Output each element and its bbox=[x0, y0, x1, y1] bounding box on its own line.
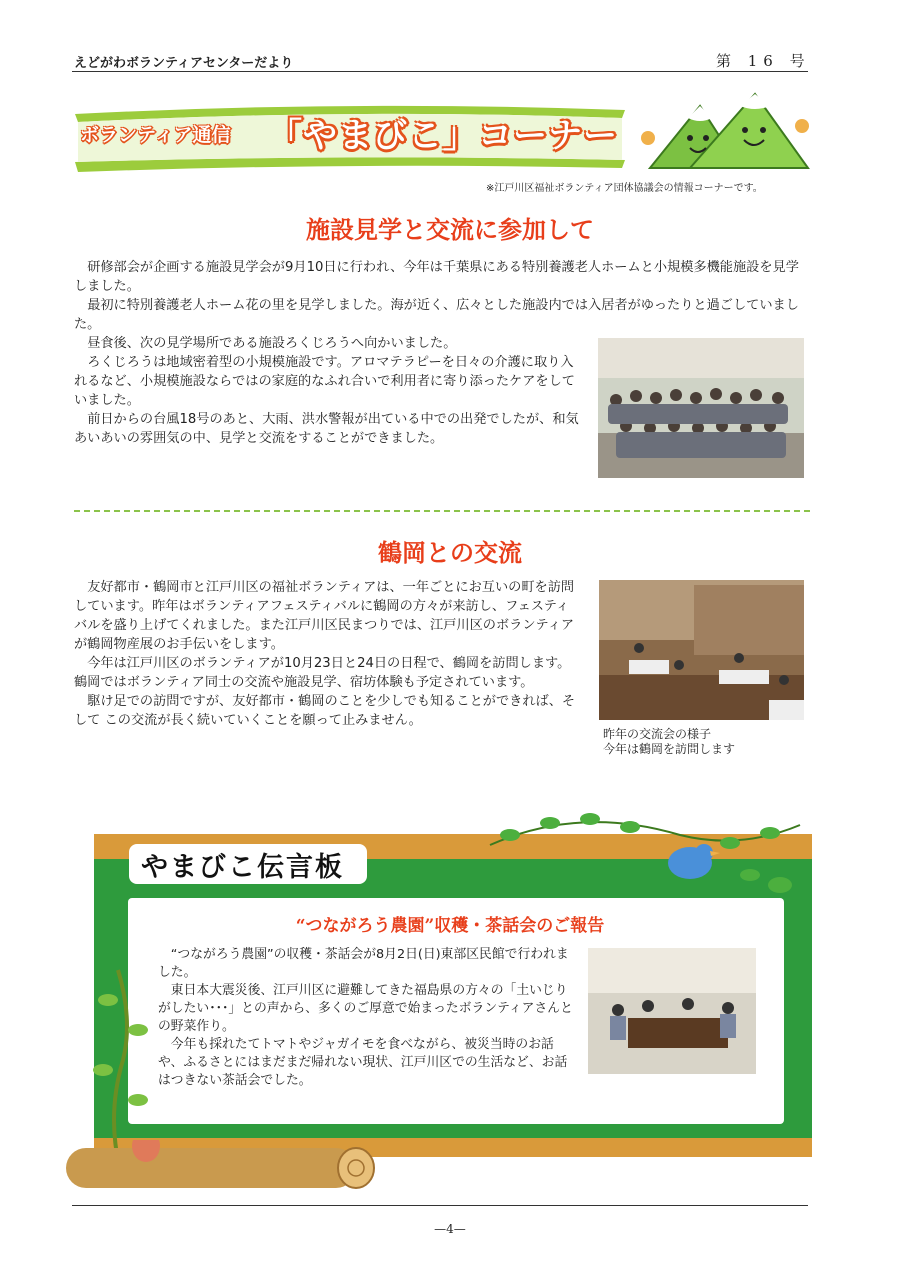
vine-icon bbox=[78, 960, 168, 1160]
section2-paragraph: 今年は江戸川区のボランティアが10月23日と24日の日程で、鶴岡を訪問します。鶴岡ではボランティア同士の交流や施設見学、宿坊体験も予定されています。 bbox=[74, 656, 571, 690]
issue-number: 第 16 号 bbox=[716, 52, 811, 70]
footer-rule bbox=[72, 1205, 808, 1206]
section2-paragraph: 友好都市・鶴岡市と江戸川区の福祉ボランティアは、一年ごとにお互いの町を訪問しています。昨年はボランティアフェスティバルに鶴岡の方々が来訪し、フェスティバルを盛り上げてくれました。また江戸川区民まつりでは、江戸川区のボランティアが鶴岡物産展のお手伝いをします。 bbox=[74, 580, 575, 652]
leaf-vine-bird-icon bbox=[480, 805, 810, 905]
header-rule bbox=[72, 71, 808, 72]
caption-line: 昨年の交流会の様子 bbox=[603, 727, 712, 741]
page-number: —4— bbox=[434, 1222, 466, 1236]
exchange-party-photo bbox=[599, 580, 804, 720]
wooden-log-icon bbox=[56, 1140, 376, 1196]
banner-note: ※江戸川区福祉ボランティア団体協議会の情報コーナーです。 bbox=[486, 183, 763, 194]
newsletter-title: えどがわボランティアセンターだより bbox=[74, 56, 294, 71]
tea-party-photo bbox=[588, 948, 756, 1074]
section1-paragraph: 最初に特別養護老人ホーム花の里を見学しました。海が近く、広々とした施設内では入居者がゆったりと過ごしていました。 bbox=[74, 298, 799, 332]
section1-heading: 施設見学と交流に参加して bbox=[306, 216, 594, 244]
section2-heading: 鶴岡との交流 bbox=[378, 539, 522, 567]
section1-paragraph: 前日からの台風18号のあと、大雨、洪水警報が出ている中での出発でしたが、和気あいあいの雰囲気の中、見学と交流をすることができました。 bbox=[74, 412, 579, 446]
section1-paragraph: ろくじろうは地域密着型の小規模施設です。アロマテラピーを日々の介護に取り入れるなど、小規模施設ならではの家庭的なふれ合いで利用者に寄り添ったケアをしていました。 bbox=[74, 355, 575, 408]
photo-caption bbox=[603, 727, 735, 757]
section2-body bbox=[74, 578, 582, 730]
section-divider bbox=[74, 510, 810, 512]
board-paragraph: 今年も採れたてトマトやジャガイモを食べながら、被災当時のお話や、ふるさとにはまだまだ帰れない現状、江戸川区での生活など、お話はつきない茶話会でした。 bbox=[158, 1037, 568, 1088]
section1-paragraph: 昼食後、次の見学場所である施設ろくじろうへ向かいました。 bbox=[87, 336, 457, 351]
group-photo bbox=[598, 338, 804, 478]
board-paragraph: 東日本大震災後、江戸川区に避難してきた福島県の方々の「土いじりがしたい･･･」との声から、多くのご厚意で始まったボランティアさんとの野菜作り。 bbox=[158, 983, 573, 1034]
section1-paragraph: 研修部会が企画する施設見学会が9月10日に行われ、今年は千葉県にある特別養護老人ホームと小規模多機能施設を見学しました。 bbox=[74, 260, 799, 294]
mountain-mascot-icon bbox=[640, 86, 812, 172]
board-paragraph: “つながろう農園”の収穫・茶話会が8月2日(日)東部区民館で行われました。 bbox=[158, 947, 569, 980]
board-article-body bbox=[158, 946, 578, 1090]
banner-small-text: ボランティア通信 bbox=[80, 124, 231, 146]
board-article-heading: “つながろう農園”収穫・茶話会のご報告 bbox=[295, 916, 605, 936]
section2-paragraph: 駆け足での訪問ですが、友好都市・鶴岡のことを少しでも知ることができれば、そして この交流が長く続いていくことを願って止みません。 bbox=[74, 694, 576, 728]
caption-line: 今年は鶴岡を訪問します bbox=[603, 742, 736, 756]
banner-big-text: 「やまびこ」コーナー bbox=[268, 116, 618, 156]
board-title: やまびこ伝言板 bbox=[141, 852, 344, 883]
